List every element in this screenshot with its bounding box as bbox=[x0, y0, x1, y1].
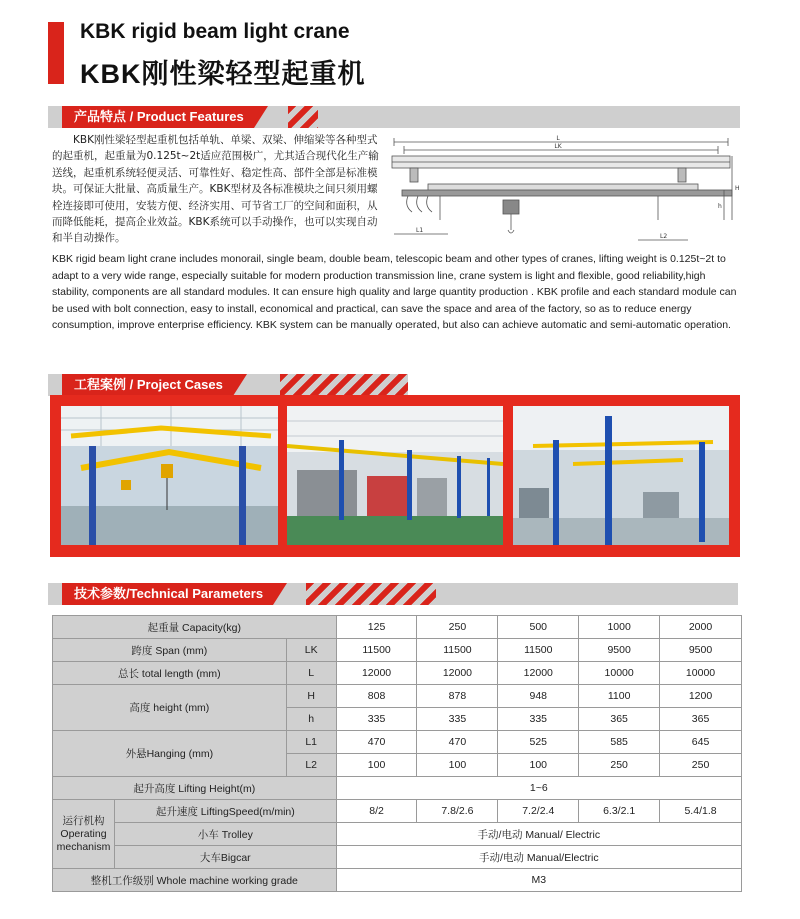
table-cell: 470 bbox=[417, 731, 498, 754]
table-cell: 808 bbox=[336, 685, 417, 708]
features-text-en: KBK rigid beam light crane includes monorail, single beam, double beam, telescopic beam and other types of cranes, lifting weight is 0.125t~2t to adapt to a very wide range, especially suitable for modern production transmission line, crane system is light and flexible, good reliability,high stability, components are all standard modules. It can ensure high quality and large quantity production . KBK profile and each standard module can be used with bolt connection, easy to install, economical and practical, can save the space and area of the factory, so as to reduce energy consumption, improve enterprise efficiency. KBK system can be manually operated, but also can achieve automatic and semi-automatic operation. bbox=[52, 253, 737, 332]
table-cell: 500 bbox=[498, 616, 579, 639]
row-sublabel: LK bbox=[286, 639, 336, 662]
params-section-title: 技术参数/Technical Parameters bbox=[62, 583, 273, 605]
row-sublabel: L1 bbox=[286, 731, 336, 754]
operating-label-cn: 运行机构 bbox=[62, 814, 105, 827]
section-stripes bbox=[280, 374, 408, 396]
table-cell: 365 bbox=[660, 708, 742, 731]
diagram-label-LK: LK bbox=[554, 143, 562, 150]
section-stripes bbox=[288, 106, 318, 128]
table-cell: 100 bbox=[417, 754, 498, 777]
row-label-total-length: 总长 total length (mm) bbox=[53, 662, 287, 685]
table-cell: 9500 bbox=[579, 639, 660, 662]
diagram-label-L: L bbox=[556, 135, 560, 142]
case-photo-3 bbox=[513, 406, 729, 545]
table-row bbox=[53, 639, 742, 662]
table-row bbox=[53, 662, 742, 685]
page-title-cn: KBK刚性梁轻型起重机 bbox=[80, 59, 366, 89]
table-row bbox=[53, 869, 742, 892]
row-label-hanging: 外悬Hanging (mm) bbox=[53, 731, 287, 777]
table-cell: 1100 bbox=[579, 685, 660, 708]
table-cell: 8/2 bbox=[336, 800, 417, 823]
row-sublabel: h bbox=[286, 708, 336, 731]
diagram-label-h: h bbox=[718, 203, 722, 210]
crane-dimension-diagram bbox=[388, 134, 740, 250]
row-label-span: 跨度 Span (mm) bbox=[53, 639, 287, 662]
table-cell: 125 bbox=[336, 616, 417, 639]
row-label-capacity: 起重量 Capacity(kg) bbox=[53, 616, 337, 639]
table-cell: 9500 bbox=[660, 639, 742, 662]
table-cell: 11500 bbox=[417, 639, 498, 662]
table-cell: 645 bbox=[660, 731, 742, 754]
diagram-label-L1: L1 bbox=[416, 227, 424, 234]
case-photo-1 bbox=[61, 406, 278, 545]
features-text-cn: KBK刚性梁轻型起重机包括单轨、单梁、双梁、伸缩梁等各种型式的起重机，起重量为0.125t~2t适应范围极广，尤其适合现代化生产输送线，起重机系统轻便灵活、可靠性好、稳定性高、部件全部是标准模块。可保证大批量、高质量生产。KBK型材及各标准模块之间只须用螺栓连接即可使用，安装方便、经济实用、可节省工厂的空间和面积，从而降低能耗，提高企业效益。KBK系统可以手动操作，也可以实现自动和半自动操作。 bbox=[52, 134, 379, 245]
table-cell: 手动/电动 Manual/ Electric bbox=[336, 823, 741, 846]
table-cell: 250 bbox=[417, 616, 498, 639]
table-cell: 10000 bbox=[579, 662, 660, 685]
diagram-label-L2: L2 bbox=[660, 233, 668, 240]
table-cell: 335 bbox=[336, 708, 417, 731]
row-label-operating-mechanism bbox=[53, 800, 115, 869]
cases-section-bar bbox=[48, 374, 408, 396]
table-cell: 7.2/2.4 bbox=[498, 800, 579, 823]
section-stripes bbox=[306, 583, 436, 605]
row-sublabel: L bbox=[286, 662, 336, 685]
table-cell: 11500 bbox=[336, 639, 417, 662]
row-label-lifting-speed: 起升速度 LiftingSpeed(m/min) bbox=[114, 800, 336, 823]
row-label-trolley: 小车 Trolley bbox=[114, 823, 336, 846]
table-cell: 1~6 bbox=[336, 777, 741, 800]
diagram-label-H: H bbox=[735, 185, 740, 192]
row-label-height: 高度 height (mm) bbox=[53, 685, 287, 731]
case-photo-2 bbox=[287, 406, 503, 545]
table-cell: 10000 bbox=[660, 662, 742, 685]
table-cell: 7.8/2.6 bbox=[417, 800, 498, 823]
table-cell: 12000 bbox=[336, 662, 417, 685]
row-label-working-grade: 整机工作级别 Whole machine working grade bbox=[53, 869, 337, 892]
features-section-title: 产品特点 / Product Features bbox=[62, 106, 254, 128]
table-cell: M3 bbox=[336, 869, 741, 892]
table-row bbox=[53, 685, 742, 708]
table-cell: 100 bbox=[336, 754, 417, 777]
table-cell: 585 bbox=[579, 731, 660, 754]
table-cell: 365 bbox=[579, 708, 660, 731]
table-cell: 250 bbox=[579, 754, 660, 777]
table-cell: 5.4/1.8 bbox=[660, 800, 742, 823]
table-cell: 335 bbox=[417, 708, 498, 731]
table-cell: 6.3/2.1 bbox=[579, 800, 660, 823]
params-section-bar bbox=[48, 583, 738, 605]
technical-parameters-table bbox=[52, 615, 742, 892]
table-cell: 948 bbox=[498, 685, 579, 708]
table-cell: 250 bbox=[660, 754, 742, 777]
table-cell: 11500 bbox=[498, 639, 579, 662]
row-label-bigcar: 大车Bigcar bbox=[114, 846, 336, 869]
table-cell: 1200 bbox=[660, 685, 742, 708]
row-sublabel: L2 bbox=[286, 754, 336, 777]
table-row bbox=[53, 777, 742, 800]
table-row bbox=[53, 846, 742, 869]
row-sublabel: H bbox=[286, 685, 336, 708]
operating-label-en: Operating mechanism bbox=[56, 827, 111, 853]
table-row bbox=[53, 616, 742, 639]
table-cell: 470 bbox=[336, 731, 417, 754]
table-row bbox=[53, 731, 742, 754]
table-cell: 878 bbox=[417, 685, 498, 708]
table-row bbox=[53, 823, 742, 846]
table-cell: 2000 bbox=[660, 616, 742, 639]
table-cell: 12000 bbox=[498, 662, 579, 685]
table-cell: 525 bbox=[498, 731, 579, 754]
features-section-bar bbox=[48, 106, 740, 128]
table-cell: 1000 bbox=[579, 616, 660, 639]
title-accent-bar bbox=[48, 22, 64, 84]
page-title-en: KBK rigid beam light crane bbox=[80, 20, 350, 43]
row-label-lifting-height: 起升高度 Lifting Height(m) bbox=[53, 777, 337, 800]
table-cell: 手动/电动 Manual/Electric bbox=[336, 846, 741, 869]
table-cell: 12000 bbox=[417, 662, 498, 685]
project-cases-panel bbox=[50, 395, 740, 557]
table-row bbox=[53, 800, 742, 823]
table-cell: 335 bbox=[498, 708, 579, 731]
cases-section-title: 工程案例 / Project Cases bbox=[62, 374, 233, 396]
table-cell: 100 bbox=[498, 754, 579, 777]
